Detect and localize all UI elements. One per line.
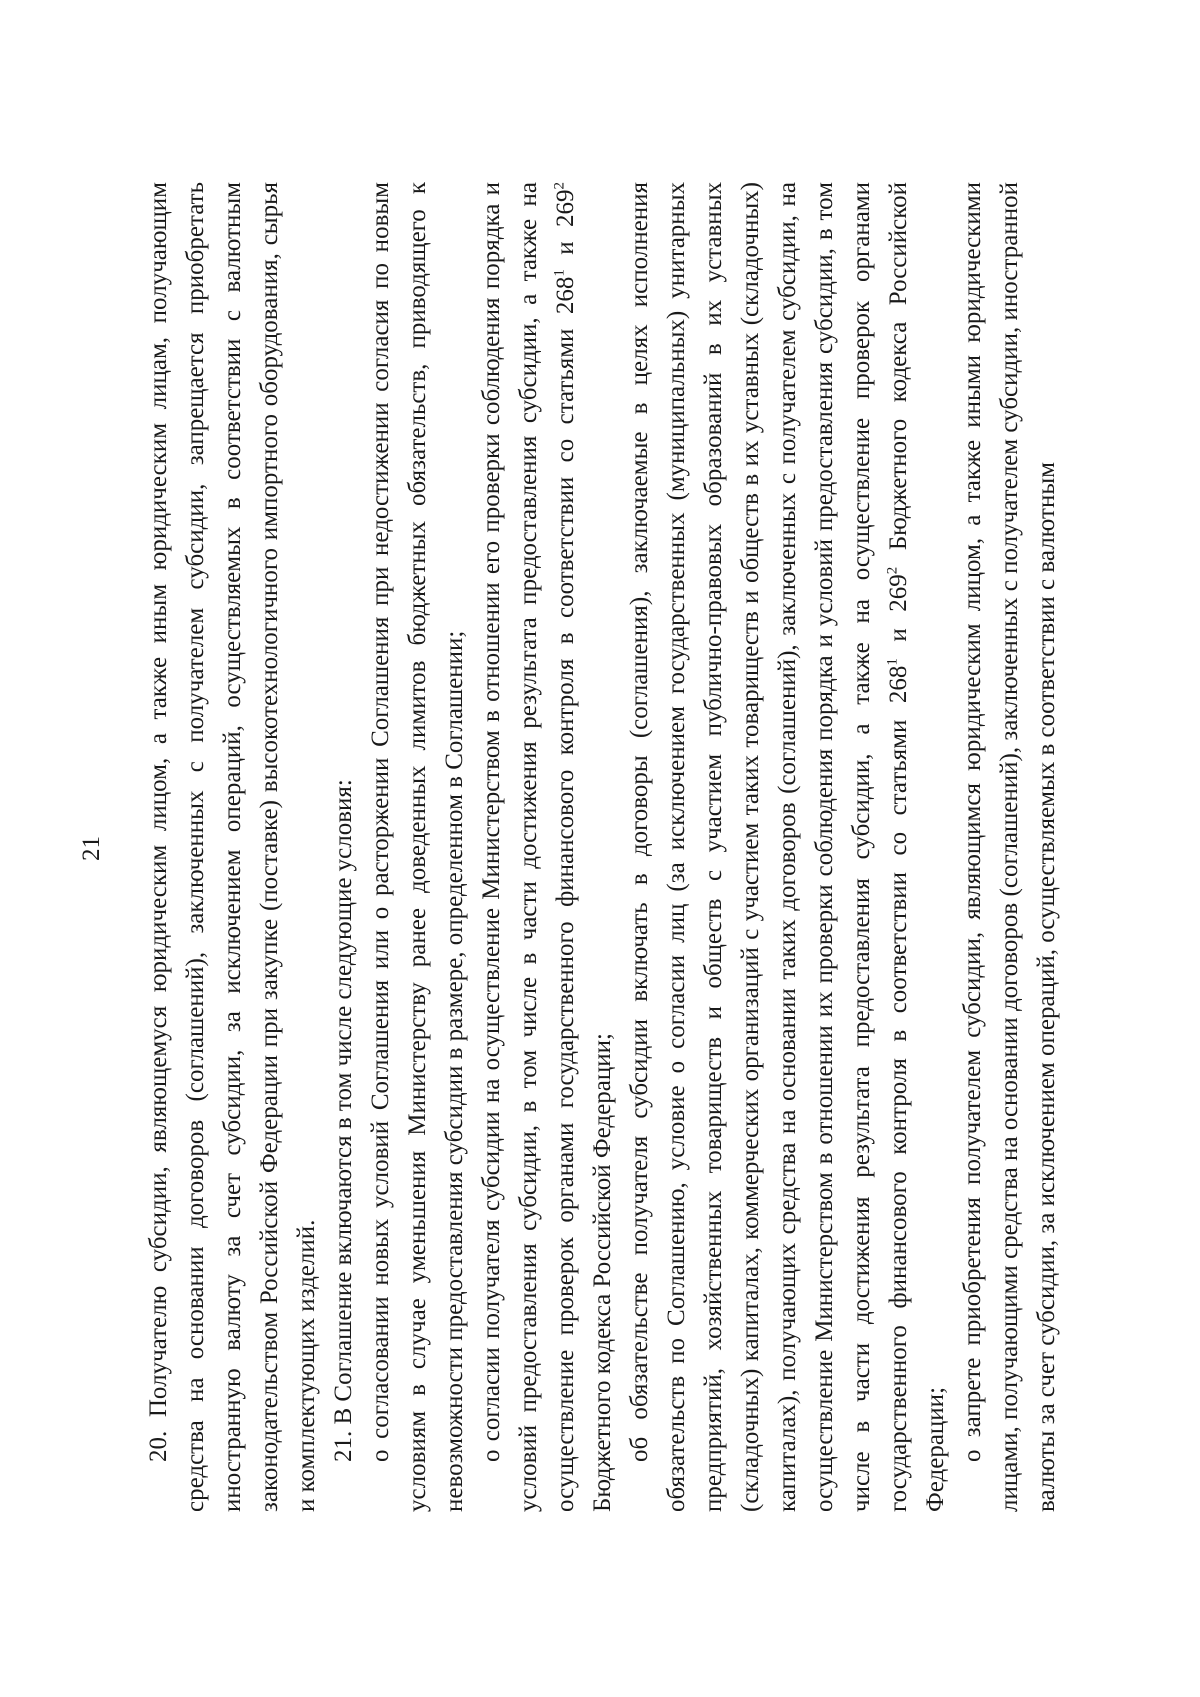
paragraph-21-condition-inspection-consent [473, 182, 621, 1512]
document-body [140, 182, 1065, 1512]
paragraph-21-condition-contract-obligation [621, 182, 954, 1512]
superscript: 1 [884, 658, 901, 666]
paragraph-20: 20. Получателю субсидии, являющемуся юридическим лицом, а также иным юридическим лицам, получающим средства на основании договоров (соглашений), заключенных с получателем субсидии, запрещается приобретать иностранную валюту за счет субсидии, за исключением операций, осуществляемых в соответствии с валютным законодательством Российской Федерации при закупке (поставке) высокотехнологичного импортного оборудования, сырья и комплектующих изделий. [145, 182, 320, 1512]
superscript: 1 [551, 269, 568, 277]
text-fragment: о согласии получателя субсидии на осуществление Министерством в отношении его проверки соблюдения порядка и условий предоставления субсидии, в том числе в части достижения результата предоставления субсидии, а также на осуществление проверок органами государственного финансового контроля в соответствии со статьями 268 [478, 182, 579, 1512]
page-number: 21 [78, 836, 105, 861]
paragraph-21: 21. В Соглашение включаются в том числе следующие условия: [330, 779, 357, 1462]
paragraph-21-condition-currency-ban: о запрете приобретения получателем субсидии, являющимся юридическим лицом, а также иными юридическими лицами, получающими средства на основании договоров (соглашений), заключенных с получателем субсидии, иностранной валюты за счет субсидии, за исключением операций, осуществляемых в соответствии с валютным [959, 182, 1060, 1512]
superscript: 2 [551, 182, 568, 190]
text-fragment: и 269 [885, 574, 912, 659]
paragraph-21-condition-agreement-terms: о согласовании новых условий Соглашения или о расторжении Соглашения при недостижении согласия по новым условиям в случае уменьшения Министерству ранее доведенных лимитов бюджетных обязательств, приводящего к невозможности предоставления субсидии в размере, определенном в Соглашении; [367, 182, 468, 1512]
text-fragment: Бюджетного кодекса Российской Федерации; [589, 1033, 616, 1512]
superscript: 2 [884, 566, 901, 575]
text-fragment: Бюджетного кодекса Российской Федерации; [885, 181, 949, 1512]
text-fragment: об обязательстве получателя субсидии включать в договоры (соглашения), заключаемые в целях исполнения обязательств по Соглашению, условие о согласии лиц (за исключением государственных (муниципальных) унитарных предприятий, хозяйственных товариществ и обществ с участием публично-правовых образований в их уставных (складочных) капиталах, коммерческих организаций с участием таких товариществ и обществ в их уставных (складочных) капиталах), получающих средства на основании таких договоров (соглашений), заключенных с получателем субсидии, на осуществление Министерством в отношении их проверки соблюдения порядка и условий предоставления субсидии, в том числе в части достижения результата предоставления субсидии, а также на осуществление проверок органами государственного финансового контроля в соответствии со статьями 268 [626, 182, 912, 1512]
text-fragment: и 269 [552, 189, 579, 270]
